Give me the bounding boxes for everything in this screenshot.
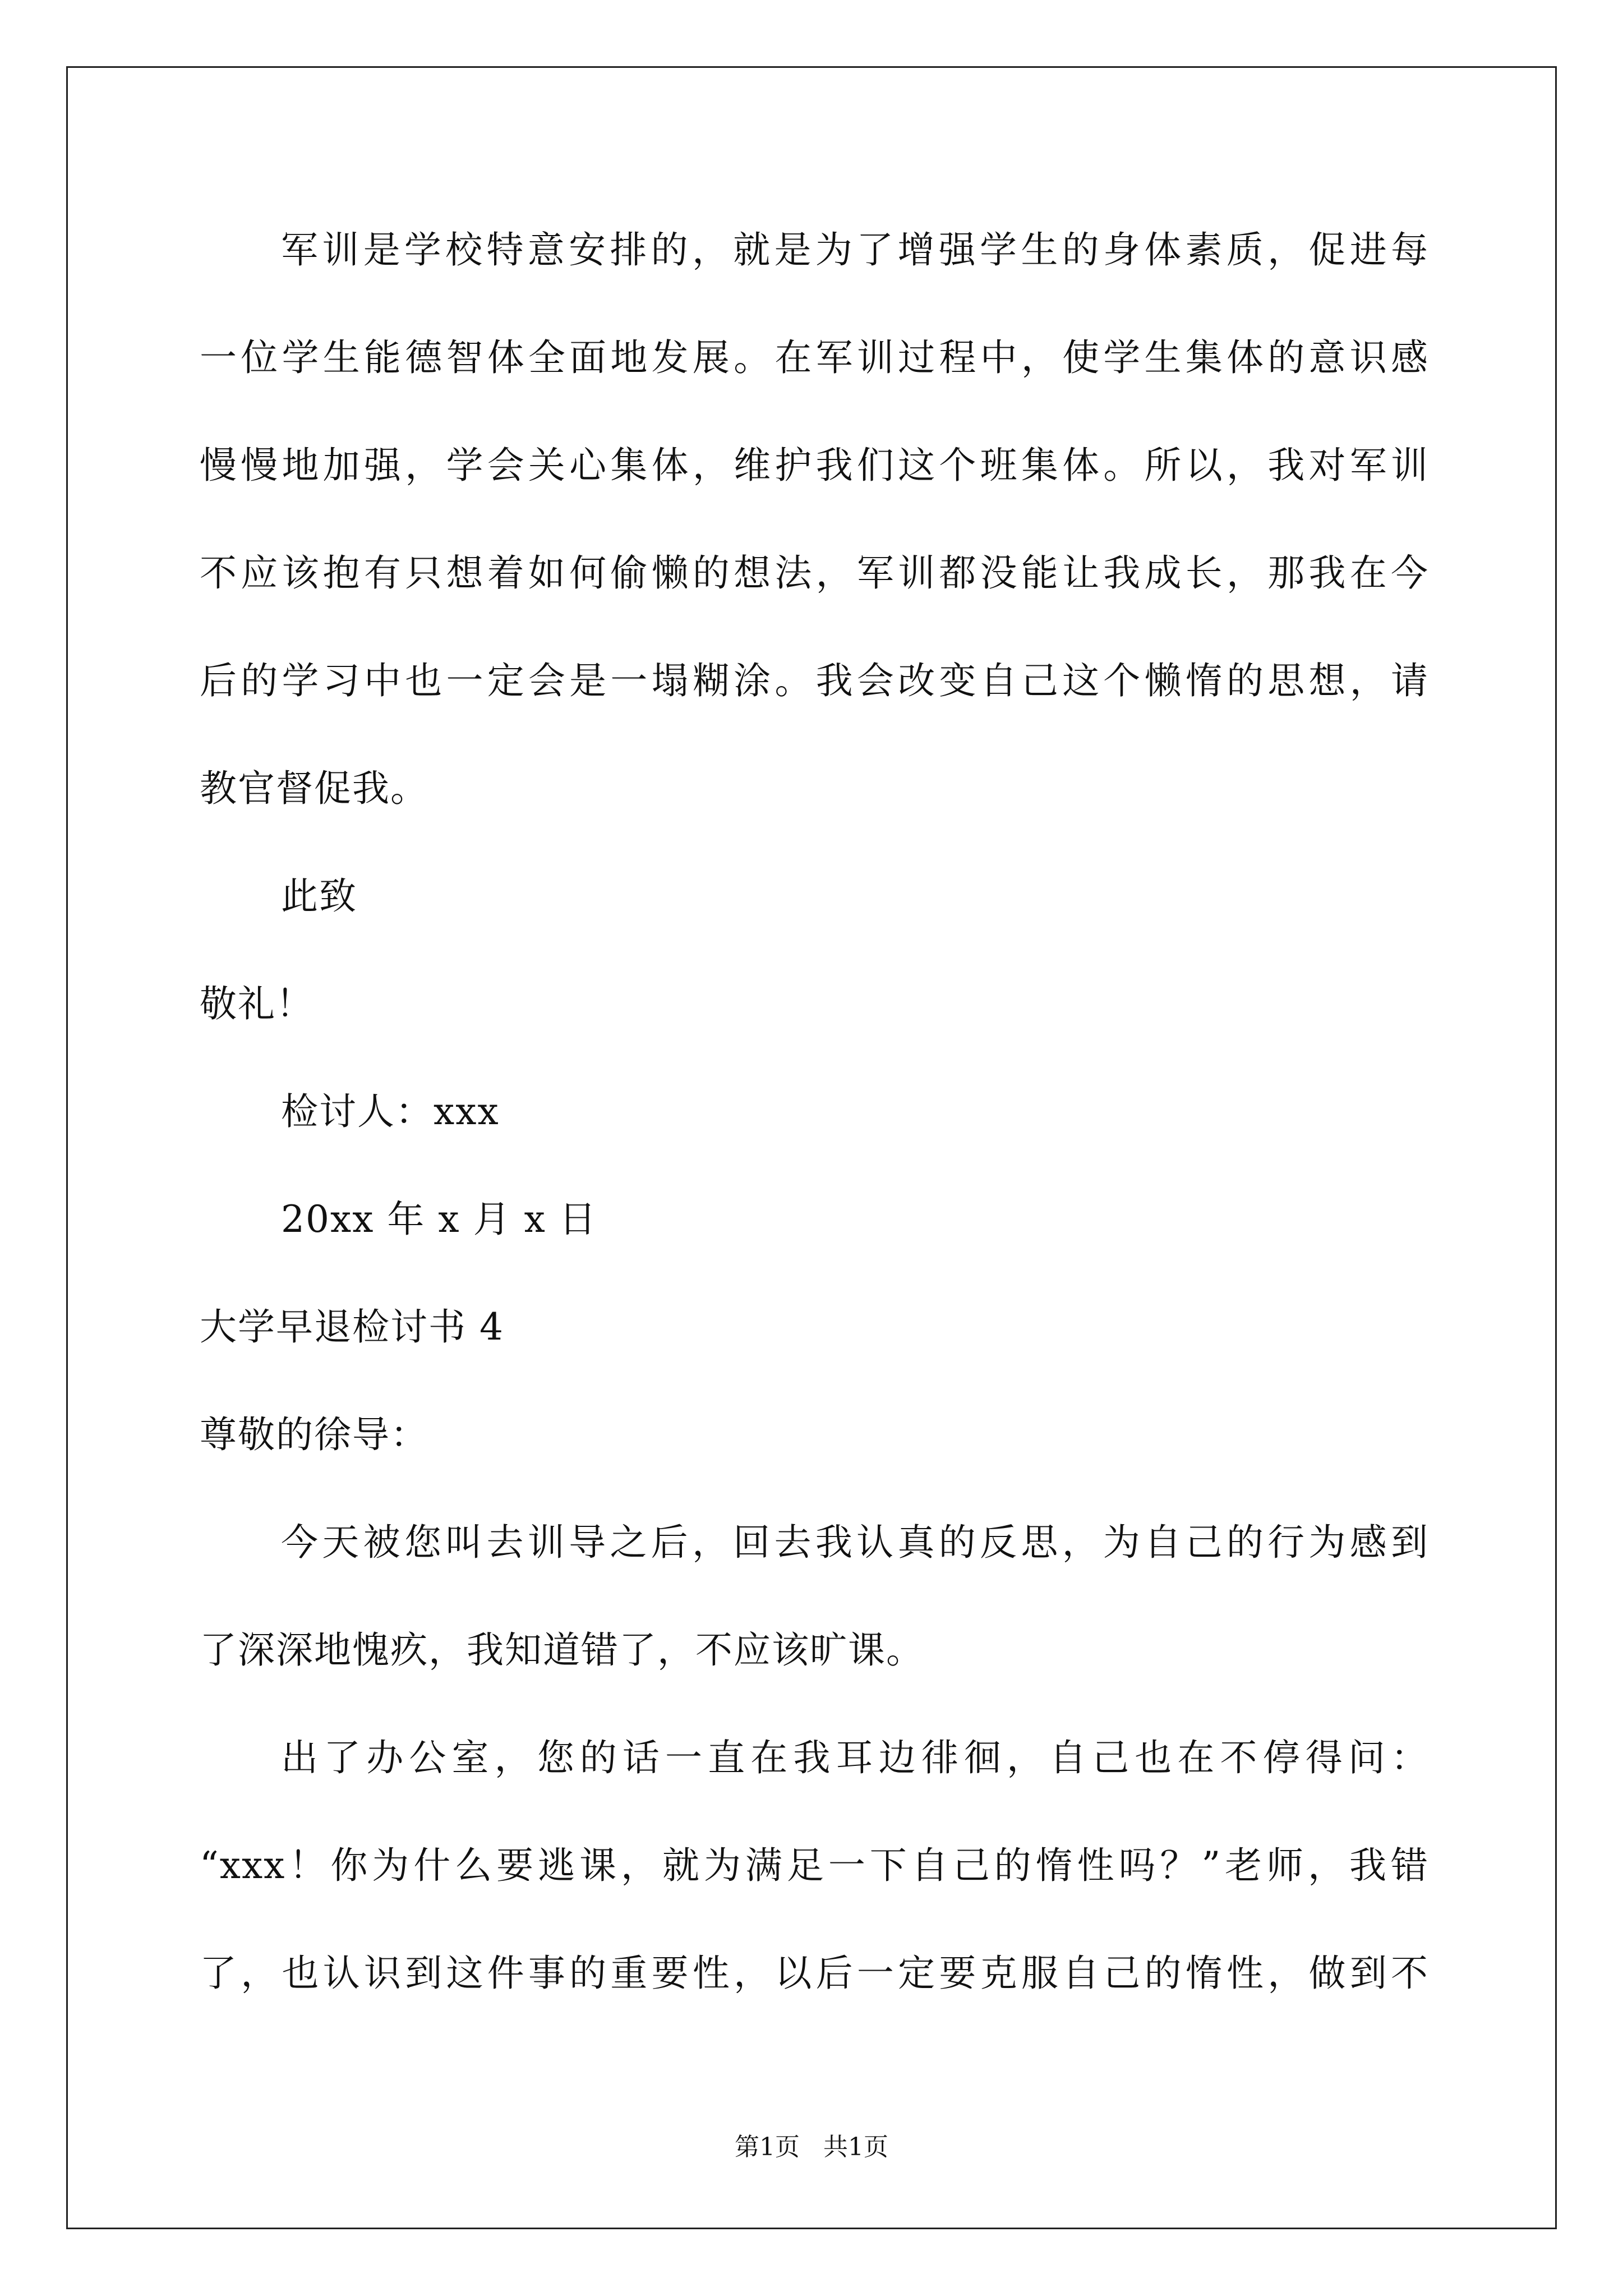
section-heading: 大学早退检讨书 4 <box>200 1305 504 1349</box>
paragraph-line: 慢慢地加强，学会关心集体，维护我们这个班集体。所以，我对军训 <box>200 444 1429 487</box>
closing-salutation: 此致 <box>281 875 357 918</box>
paragraph-line: 了，也认识到这件事的重要性，以后一定要克服自己的惰性，做到不 <box>200 1952 1429 1995</box>
paragraph-line: 不应该抱有只想着如何偷懒的想法，军训都没能让我成长，那我在今 <box>200 551 1429 595</box>
paragraph-line: 今天被您叫去训导之后，回去我认真的反思，为自己的行为感到 <box>281 1521 1429 1564</box>
paragraph-line: 一位学生能德智体全面地发展。在军训过程中，使学生集体的意识感 <box>200 336 1429 379</box>
paragraph-line: 军训是学校特意安排的，就是为了增强学生的身体素质，促进每 <box>281 228 1429 272</box>
greeting-line: 尊敬的徐导： <box>200 1413 428 1456</box>
signer-line: 检讨人：xxx <box>281 1090 500 1133</box>
closing-respect: 敬礼！ <box>200 982 314 1025</box>
paragraph-line: 出了办公室，您的话一直在我耳边徘徊，自己也在不停得问： <box>281 1736 1429 1779</box>
paragraph-line: “xxx！你为什么要逃课，就为满足一下自己的惰性吗？”老师，我错 <box>200 1844 1429 1887</box>
page-number-footer: 第1页 共1页 <box>735 2133 888 2161</box>
paragraph-line: 了深深地愧疚，我知道错了，不应该旷课。 <box>200 1628 924 1672</box>
date-line: 20xx 年 x 月 x 日 <box>281 1198 597 1241</box>
paragraph-line: 教官督促我。 <box>200 767 428 810</box>
page-border <box>66 66 1557 2229</box>
paragraph-line: 后的学习中也一定会是一塌糊涂。我会改变自己这个懒惰的思想，请 <box>200 659 1429 702</box>
